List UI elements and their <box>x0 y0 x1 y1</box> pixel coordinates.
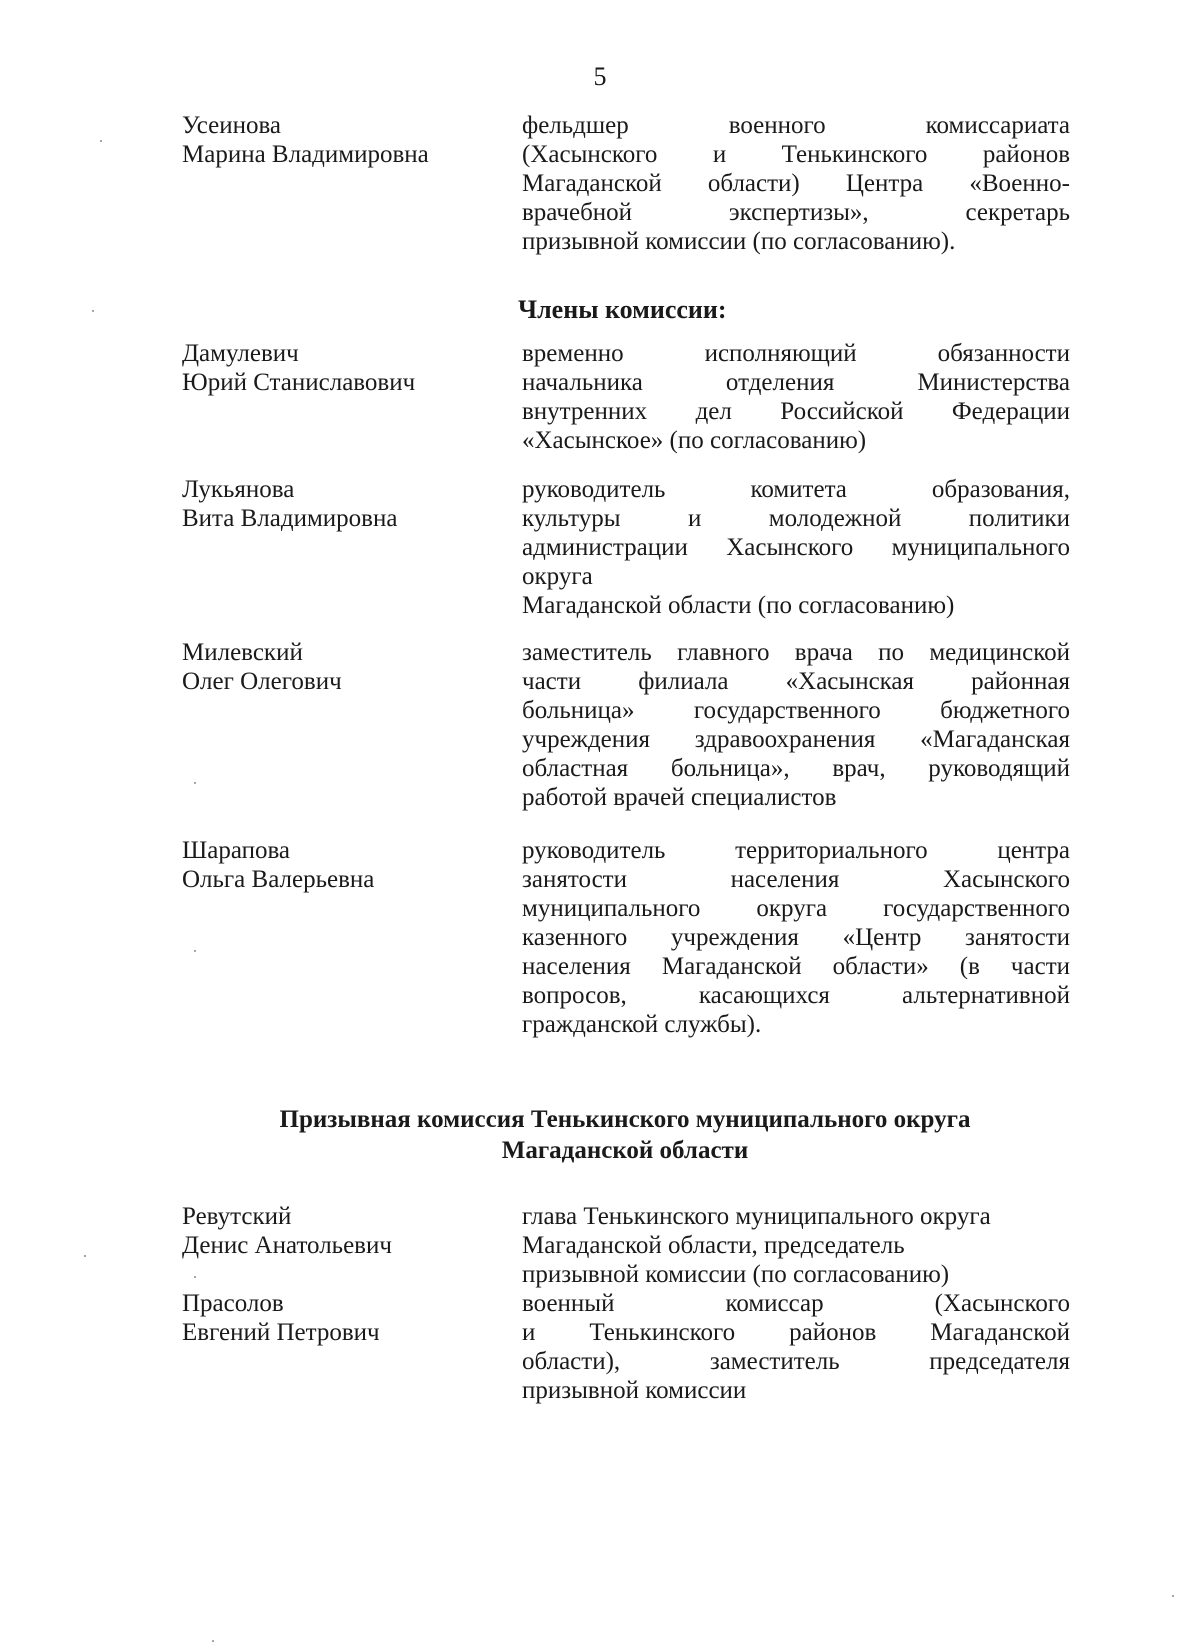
role-line: (Хасынского и Тенькинского районов <box>522 141 1070 168</box>
given-names: Евгений Петрович <box>182 1319 380 1346</box>
person-name <box>182 475 512 533</box>
role-line: и Тенькинского районов Магаданской <box>522 1319 1070 1346</box>
person-role <box>522 339 1070 455</box>
role-line: занятости населения Хасынского <box>522 866 1070 893</box>
role-line: «Хасынское» (по согласованию) <box>522 427 867 454</box>
person-role <box>522 638 1070 812</box>
role-line: части филиала «Хасынская районная <box>522 668 1070 695</box>
surname: Лукьянова <box>182 476 295 503</box>
role-line: вопросов, касающихся альтернативной <box>522 982 1070 1009</box>
person-name <box>182 836 512 894</box>
surname: Усеинова <box>182 112 282 139</box>
person-role <box>522 1202 1070 1289</box>
role-line: военный комиссар (Хасынского <box>522 1290 1070 1317</box>
person-role <box>522 475 1070 620</box>
role-line: администрации Хасынского муниципального <box>522 534 1070 561</box>
person-role <box>522 111 1070 256</box>
person-name <box>182 1289 512 1347</box>
role-line: призывной комиссии (по согласованию) <box>522 1261 950 1288</box>
role-line: больница» государственного бюджетного <box>522 697 1070 724</box>
role-line: области), заместитель председателя <box>522 1348 1070 1375</box>
role-line: учреждения здравоохранения «Магаданская <box>522 726 1070 753</box>
role-line: округа <box>522 563 593 590</box>
given-names: Денис Анатольевич <box>182 1232 392 1259</box>
scan-speck <box>194 1276 196 1278</box>
section-heading-line: Магаданской области <box>501 1137 749 1164</box>
surname: Шарапова <box>182 837 291 864</box>
person-role <box>522 1289 1070 1405</box>
role-line: населения Магаданской области» (в части <box>522 953 1070 980</box>
person-name <box>182 638 512 696</box>
role-line: работой врачей специалистов <box>522 784 837 811</box>
role-line: руководитель территориального центра <box>522 837 1070 864</box>
role-line: муниципального округа государственного <box>522 895 1070 922</box>
scan-speck <box>92 310 94 312</box>
role-line: гражданской службы). <box>522 1011 762 1038</box>
role-line: временно исполняющий обязанности <box>522 340 1070 367</box>
role-line: Магаданской области, председатель <box>522 1232 905 1259</box>
section-heading <box>0 1104 1200 1166</box>
surname: Дамулевич <box>182 340 299 367</box>
role-line: призывной комиссии (по согласованию). <box>522 228 956 255</box>
role-line: начальника отделения Министерства <box>522 369 1070 396</box>
person-name <box>182 1202 512 1260</box>
surname: Милевский <box>182 639 303 666</box>
role-line: внутренних дел Российской Федерации <box>522 398 1070 425</box>
role-line: заместитель главного врача по медицинской <box>522 639 1070 666</box>
given-names: Марина Владимировна <box>182 141 429 168</box>
role-line: казенного учреждения «Центр занятости <box>522 924 1070 951</box>
scan-speck <box>212 1640 214 1642</box>
given-names: Юрий Станиславович <box>182 369 416 396</box>
surname: Прасолов <box>182 1290 284 1317</box>
role-line: областная больница», врач, руководящий <box>522 755 1070 782</box>
role-line: Магаданской области (по согласованию) <box>522 592 955 619</box>
role-line: призывной комиссии <box>522 1377 747 1404</box>
role-line: глава Тенькинского муниципального округа <box>522 1203 991 1230</box>
section-heading-line: Призывная комиссия Тенькинского муниципального округа <box>279 1106 971 1133</box>
role-line: руководитель комитета образования, <box>522 476 1070 503</box>
scan-speck <box>194 782 196 784</box>
person-role <box>522 836 1070 1039</box>
given-names: Олег Олегович <box>182 668 342 695</box>
page-number: 5 <box>593 62 607 91</box>
scan-speck <box>100 140 102 142</box>
person-name <box>182 111 512 169</box>
given-names: Ольга Валерьевна <box>182 866 375 893</box>
scan-speck <box>194 950 196 952</box>
given-names: Вита Владимировна <box>182 505 398 532</box>
scan-speck <box>1172 1595 1174 1597</box>
role-line: фельдшер военного комиссариата <box>522 112 1070 139</box>
role-line: врачебной экспертизы», секретарь <box>522 199 1070 226</box>
scan-speck <box>84 1255 86 1257</box>
surname: Ревутский <box>182 1203 292 1230</box>
members-heading: Члены комиссии: <box>518 295 727 324</box>
role-line: культуры и молодежной политики <box>522 505 1070 532</box>
person-name <box>182 339 512 397</box>
role-line: Магаданской области) Центра «Военно- <box>522 170 1070 197</box>
